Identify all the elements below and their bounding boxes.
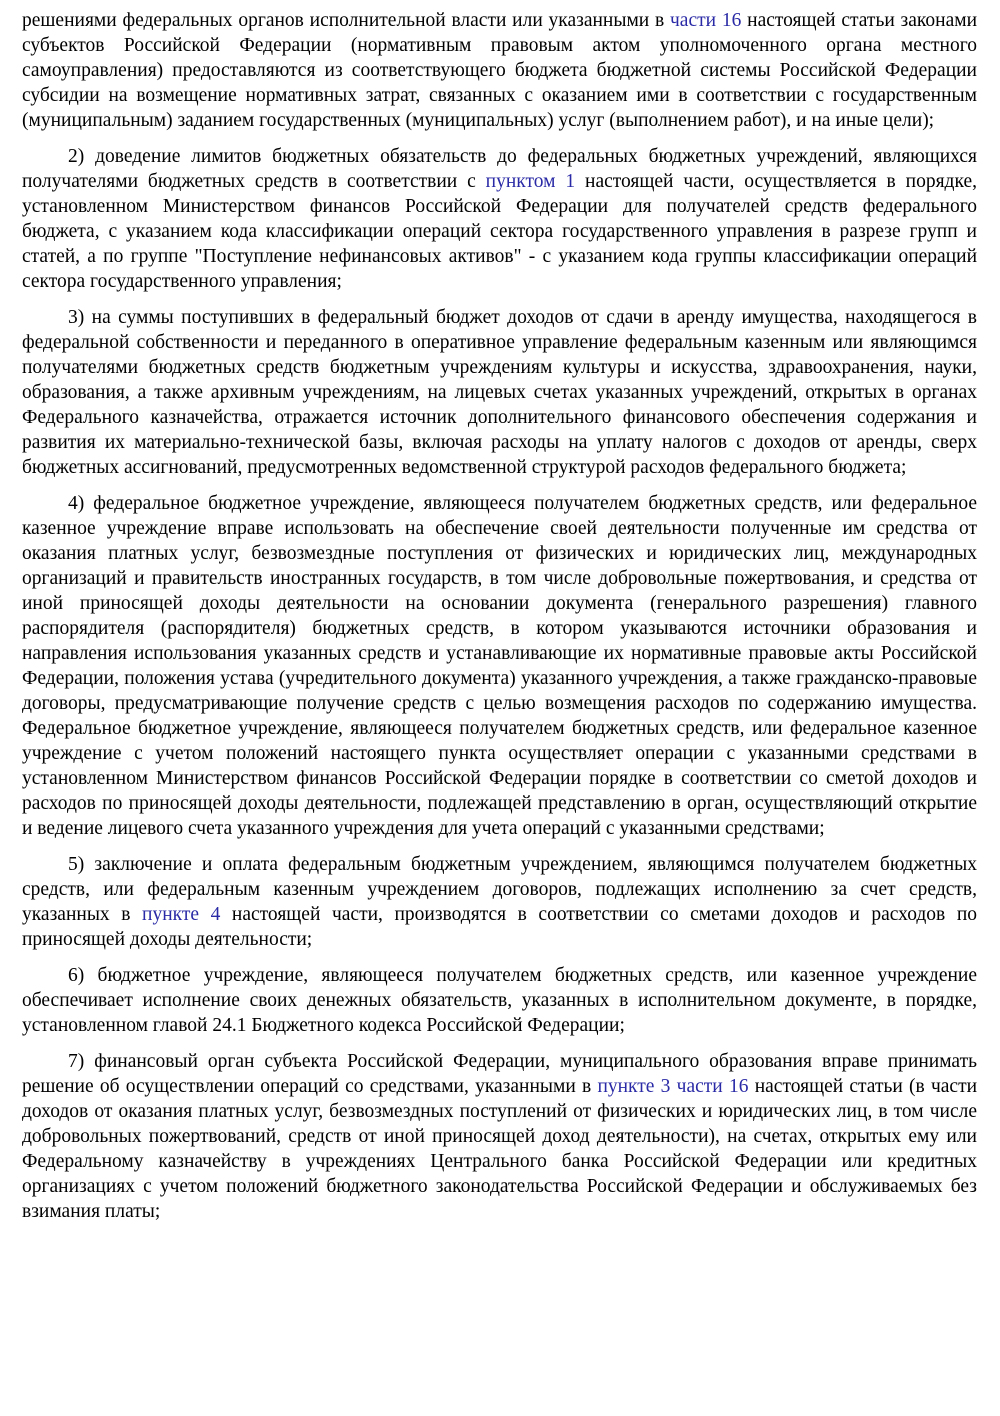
paragraph-item-5 <box>22 852 977 952</box>
paragraph-item-2 <box>22 144 977 294</box>
paragraph-item-7 <box>22 1049 977 1224</box>
paragraph-item-3 <box>22 305 977 480</box>
link-item-1[interactable]: пунктом 1 <box>485 171 576 192</box>
document-page <box>22 8 977 1235</box>
paragraph-text: 2) доведение лимитов бюджетных обязательств до федеральных бюджетных учреждений, являющихся получателями бюджетных средств в соответствии с <box>22 146 977 192</box>
paragraph-text: 5) заключение и оплата федеральным бюджетным учреждением, являющимся получателем бюджетных средств, или федеральным казенным учреждением договоров, подлежащих исполнению за счет средств, указанных в <box>22 854 977 925</box>
paragraph-text: настоящей части, производятся в соответствии со сметами доходов и расходов по приносящей доходы деятельности; <box>22 904 978 950</box>
paragraph-text: решениями федеральных органов исполнительной власти или указанными в <box>22 10 670 31</box>
link-part-16[interactable]: части 16 <box>676 1076 749 1097</box>
link-part-16[interactable]: части 16 <box>670 10 742 31</box>
paragraph-text: настоящей части, осуществляется в порядке, установленном Министерством финансов Российской Федерации для получателей средств федерального бюджета, с указанием кода классификации операций сектора государственного управления в разрезе групп и статей, а по группе "Поступление нефинансовых активов" - с указанием кода группы классификации операций сектора государственного управления; <box>22 171 977 292</box>
paragraph-text: настоящей статьи (в части доходов от оказания платных услуг, безвозмездных поступлений от физических и юридических лиц, в том числе добровольных пожертвований, средств от иной приносящей доход деятельности), на счетах, открытых ему или Федеральному казначейству в учреждениях Центрального банка Российской Федерации или кредитных организациях с учетом положений бюджетного законодательства Российской Федерации и обслуживаемых без взимания платы; <box>22 1076 978 1222</box>
paragraph-text: настоящей статьи законами субъектов Российской Федерации (нормативным правовым актом уполномоченного органа местного самоуправления) предоставляются из соответствующего бюджета бюджетной системы Российской Федерации субсидии на возмещение нормативных затрат, связанных с оказанием ими в соответствии с государственным (муниципальным) заданием государственных (муниципальных) услуг (выполнением работ), и на иные цели); <box>22 10 978 131</box>
link-item-4[interactable]: пункте 4 <box>142 904 221 925</box>
paragraph-continuation <box>22 8 977 133</box>
paragraph-text: 7) финансовый орган субъекта Российской Федерации, муниципального образования вправе принимать решение об осуществлении операций со средствами, указанными в <box>22 1051 977 1097</box>
paragraph-text: 6) бюджетное учреждение, являющееся получателем бюджетных средств, или казенное учреждение обеспечивает исполнение своих денежных обязательств, указанных в исполнительном документе, в порядке, установленном главой 24.1 Бюджетного кодекса Российской Федерации; <box>22 965 977 1036</box>
paragraph-text: 3) на суммы поступивших в федеральный бюджет доходов от сдачи в аренду имущества, находящегося в федеральной собственности и переданного в оперативное управление федеральным казенным или являющимся получателями бюджетных средств бюджетным учреждениям культуры и искусства, здравоохранения, науки, образования, а также архивным учреждениям, на лицевых счетах указанных учреждений, открытых в органах Федерального казначейства, отражается источник дополнительного финансового обеспечения содержания и развития их материально-технической базы, включая расходы на уплату налогов с доходов от аренды, сверх бюджетных ассигнований, предусмотренных ведомственной структурой расходов федерального бюджета; <box>22 307 977 478</box>
paragraph-item-6 <box>22 963 977 1038</box>
paragraph-text: 4) федеральное бюджетное учреждение, являющееся получателем бюджетных средств, или федеральное казенное учреждение вправе использовать на обеспечение своей деятельности полученные им средства от оказания платных услуг, безвозмездные поступления от физических и юридических лиц, международных организаций и правительств иностранных государств, в том числе добровольные пожертвования, и средства от иной приносящей доходы деятельности на основании документа (генерального разрешения) главного распорядителя (распорядителя) бюджетных средств, в котором указываются источники образования и направления использования указанных средств и устанавливающие их нормативные правовые акты Российской Федерации, положения устава (учредительного документа) указанного учреждения, а также гражданско-правовые договоры, предусматривающие получение средств с целью возмещения расходов по содержанию имущества. Федеральное бюджетное учреждение, являющееся получателем бюджетных средств, или федеральное казенное учреждение с учетом положений настоящего пункта осуществляет операции с указанными средствами в установленном Министерством финансов Российской Федерации порядке в соответствии со сметой доходов и расходов по приносящей доходы деятельности, подлежащей представлению в орган, осуществляющий открытие и ведение лицевого счета указанного учреждения для учета операций с указанными средствами; <box>22 493 977 839</box>
paragraph-item-4 <box>22 491 977 841</box>
link-item-3[interactable]: пункте 3 <box>597 1076 671 1097</box>
